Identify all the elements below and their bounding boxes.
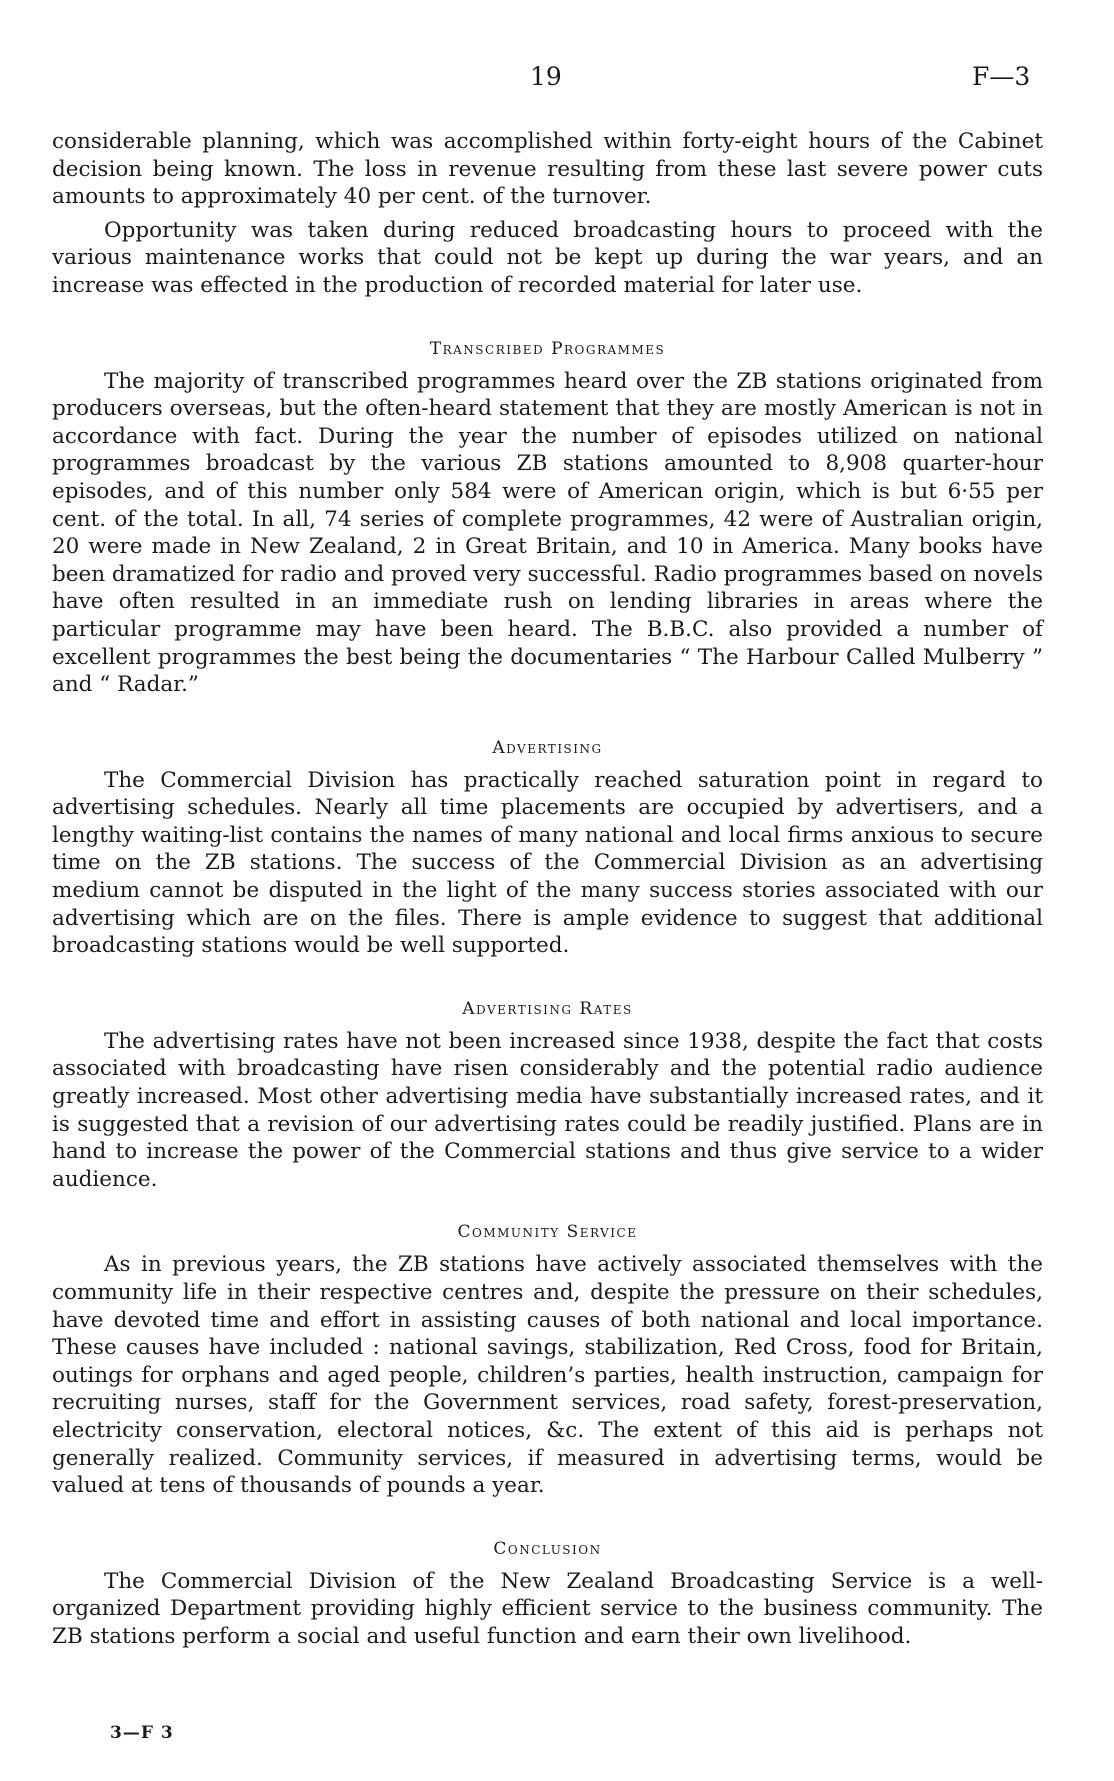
paragraph-transcribed-programmes: The majority of transcribed programmes heard over the ZB stations originated from producers overseas, but the often-heard statement that they are mostly American is not in accordance with fact. During the year the number of episodes utilized on national programmes broadcast by the various ZB stations amounted to 8,908 quarter-hour episodes, and of this number only 584 were of American origin, which is but 6·55 per cent. of the total. In all, 74 series of complete programmes, 42 were of Australian origin, 20 were made in New Zealand, 2 in Great Britain, and 10 in America. Many books have been dramatized for radio and proved very successful. Radio programmes based on novels have often resulted in an immediate rush on lending libraries in areas where the particular programme may have been heard. The B.B.C. also provided a number of excellent programmes the best being the documentaries “ The Harbour Called Mulberry ” and “ Radar.” — [52, 368, 1043, 698]
heading-community-service: Community Service — [457, 1222, 638, 1243]
heading-conclusion: Conclusion — [493, 1538, 602, 1559]
page-header — [0, 62, 1114, 102]
paragraph-advertising-rates: The advertising rates have not been increased since 1938, despite the fact that costs associated with broadcasting have risen considerably and the potential radio audience greatly increased. Most other advertising media have substantially increased rates, and it is suggested that a revision of our advertising rates could be readily justified. Plans are in hand to increase the power of the Commercial stations and thus give service to a wider audience. — [52, 1028, 1043, 1192]
signature-code: 3—F 3 — [110, 1723, 174, 1743]
intro-paragraph-opportunity: Opportunity was taken during reduced broadcasting hours to proceed with the various maintenance works that could not be kept up during the war years, and an increase was effected in the production of recorded material for later use. — [52, 217, 1043, 298]
paragraph-community-service: As in previous years, the ZB stations have actively associated themselves with the community life in their respective centres and, despite the pressure on their schedules, have devoted time and effort in assisting causes of both national and local importance. These causes have included : national savings, stabilization, Red Cross, food for Britain, outings for orphans and aged people, children’s parties, health instruction, campaign for recruiting nurses, staff for the Government services, road safety, forest-preservation, electricity conservation, electoral notices, &c. The extent of this aid is perhaps not generally realized. Community services, if measured in advertising terms, would be valued at tens of thousands of pounds a year. — [52, 1252, 1043, 1499]
document-reference: F—3 — [972, 62, 1031, 91]
paragraph-advertising: The Commercial Division has practically reached saturation point in regard to advertising schedules. Nearly all time placements are occupied by advertisers, and a lengthy waiting-list contains the names of many national and local firms anxious to secure time on the ZB stations. The success of the Commercial Division as an advertising medium cannot be disputed in the light of the many success stories associated with our advertising which are on the files. There is ample evidence to suggest that additional broadcasting stations would be well supported. — [52, 767, 1043, 959]
intro-paragraph-continued: considerable planning, which was accomplished within forty-eight hours of the Cabinet decision being known. The loss in revenue resulting from these last severe power cuts amounts to approximately 40 per cent. of the turnover. — [52, 129, 1043, 210]
heading-advertising: Advertising — [492, 737, 603, 758]
heading-advertising-rates: Advertising Rates — [462, 998, 633, 1019]
heading-transcribed-programmes: Transcribed Programmes — [429, 338, 666, 359]
document-body — [52, 128, 1043, 1651]
paragraph-conclusion: The Commercial Division of the New Zealand Broadcasting Service is a well-organized Department providing highly efficient service to the business community. The ZB stations perform a social and useful function and earn their own livelihood. — [52, 1568, 1043, 1649]
page-number: 19 — [530, 62, 562, 91]
